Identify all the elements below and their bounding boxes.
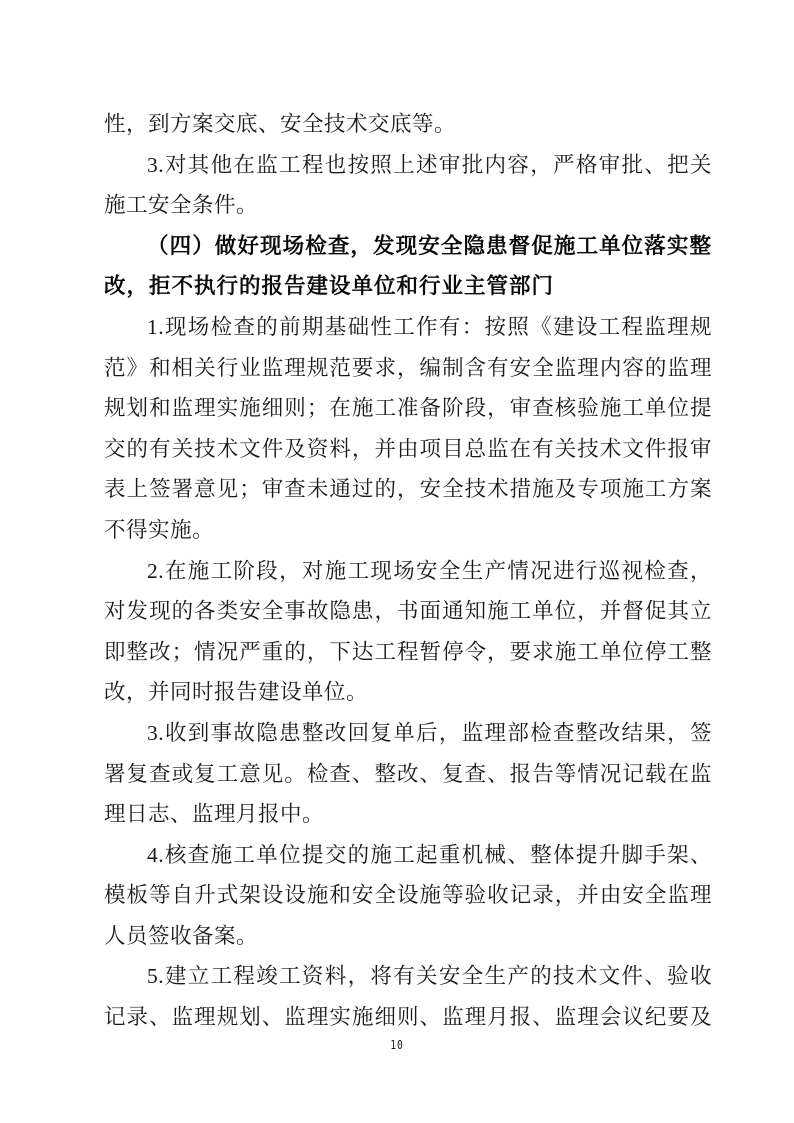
text-line: 理日志、监理月报中。 (104, 802, 325, 827)
text-line: 性，到方案交底、安全技术交底等。 (104, 112, 457, 136)
text-line: （四）做好现场检查，发现安全隐患督促施工单位落实整 (147, 233, 712, 258)
text-line: 3.收到事故隐患整改回复单后，监理部检查整改结果，签 (147, 720, 712, 745)
text-line: 4.核查施工单位提交的施工起重机械、整体提升脚手架、 (147, 842, 712, 867)
text-line: 施工安全条件。 (104, 193, 259, 218)
text-line: 改，拒不执行的报告建设单位和行业主管部门 (104, 274, 555, 299)
text-line: 改，并同时报告建设单位。 (104, 680, 369, 705)
text-line: 不得实施。 (104, 517, 215, 542)
text-line: 署复查或复工意见。检查、整改、复查、报告等情况记载在监 (104, 761, 712, 786)
text-line: 即整改；情况严重的，下达工程暂停令，要求施工单位停工整 (104, 639, 712, 664)
text-line: 对发现的各类安全事故隐患，书面通知施工单位，并督促其立 (104, 599, 712, 624)
text-line: 规划和监理实施细则；在施工准备阶段，审查核验施工单位提 (104, 396, 712, 421)
text-line: 1.现场检查的前期基础性工作有：按照《建设工程监理规 (147, 314, 712, 339)
text-line: 模板等自升式架设设施和安全设施等验收记录，并由安全监理 (104, 883, 712, 908)
page-number: 10 (390, 1038, 404, 1052)
text-line: 范》和相关行业监理规范要求，编制含有安全监理内容的监理 (104, 355, 712, 380)
text-line: 3.对其他在监工程也按照上述审批内容，严格审批、把关 (147, 152, 712, 177)
text-line: 表上签署意见；审查未通过的，安全技术措施及专项施工方案 (104, 477, 712, 502)
text-line: 5.建立工程竣工资料，将有关安全生产的技术文件、验收 (147, 964, 712, 989)
text-line: 2.在施工阶段，对施工现场安全生产情况进行巡视检查， (147, 558, 712, 583)
text-line: 人员签收备案。 (104, 923, 259, 948)
document-body (104, 104, 712, 1038)
text-line: 记录、监理规划、监理实施细则、监理月报、监理会议纪要及 (104, 1005, 712, 1030)
text-line: 交的有关技术文件及资料，并由项目总监在有关技术文件报审 (104, 436, 712, 461)
